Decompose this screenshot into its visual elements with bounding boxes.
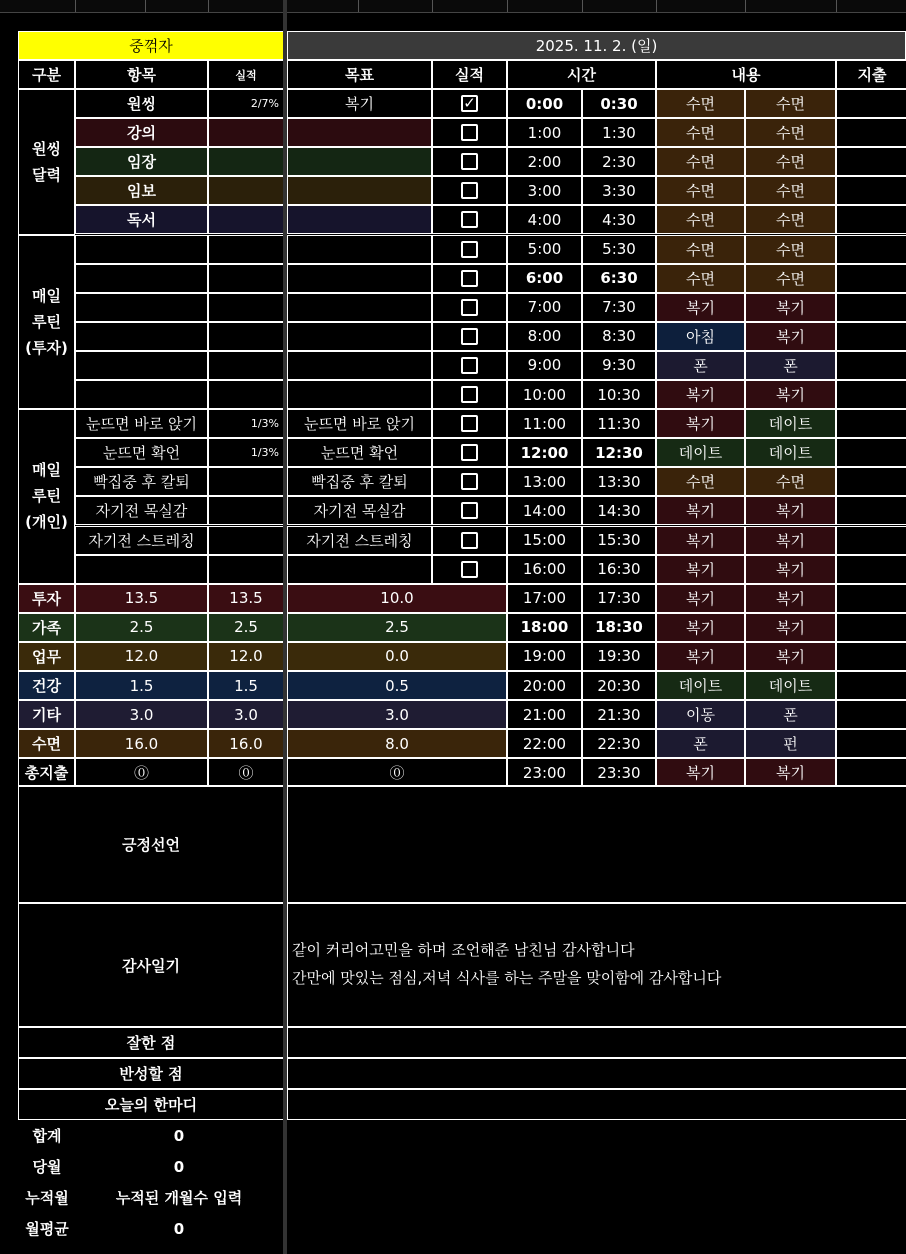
content-cell[interactable]: 폰 xyxy=(656,351,745,380)
time-end-cell[interactable]: 20:30 xyxy=(582,671,656,700)
time-end-cell[interactable]: 12:30 xyxy=(582,438,656,467)
expense-cell[interactable] xyxy=(836,613,906,642)
expense-cell[interactable] xyxy=(836,729,906,758)
summary-actual[interactable]: ⓪ xyxy=(208,758,284,787)
checkbox-cell[interactable] xyxy=(432,351,507,380)
column-boundary[interactable] xyxy=(358,0,359,12)
time-end-cell[interactable]: 6:30 xyxy=(582,264,656,293)
content-cell[interactable]: 폰 xyxy=(745,351,836,380)
checkbox-icon[interactable] xyxy=(461,473,478,490)
affirmation-input[interactable] xyxy=(287,785,906,903)
time-end-cell[interactable]: 7:30 xyxy=(582,293,656,322)
checkbox-cell[interactable] xyxy=(432,118,507,147)
time-end-cell[interactable]: 8:30 xyxy=(582,322,656,351)
footer-label: 당월 xyxy=(32,1158,62,1176)
checkbox-cell[interactable] xyxy=(432,380,507,409)
expense-cell[interactable] xyxy=(836,380,906,409)
header-actual-small[interactable]: 실적 xyxy=(208,60,284,89)
summary-actual[interactable]: 3.0 xyxy=(208,700,284,729)
goal-cell[interactable] xyxy=(287,293,432,322)
checkbox-icon[interactable] xyxy=(461,561,478,578)
header-item[interactable]: 항목 xyxy=(75,60,208,89)
column-boundary[interactable] xyxy=(145,0,146,12)
time-start-cell[interactable]: 4:00 xyxy=(507,205,582,234)
expense-cell[interactable] xyxy=(836,264,906,293)
item-cell[interactable]: 눈뜨면 바로 앉기 xyxy=(75,409,208,438)
checkbox-icon[interactable] xyxy=(461,328,478,345)
checkbox-cell[interactable] xyxy=(432,147,507,176)
content-cell[interactable]: 수면 xyxy=(745,264,836,293)
summary-label[interactable]: 수면 xyxy=(18,729,75,758)
content-cell[interactable]: 복기 xyxy=(745,642,836,671)
time-end-cell[interactable]: 22:30 xyxy=(582,729,656,758)
checkbox-icon[interactable] xyxy=(461,357,478,374)
item-cell[interactable]: 임장 xyxy=(75,147,208,176)
expense-cell[interactable] xyxy=(836,409,906,438)
summary-goal[interactable]: 2.5 xyxy=(287,613,507,642)
content-cell[interactable]: 복기 xyxy=(745,322,836,351)
content-cell[interactable]: 복기 xyxy=(745,584,836,613)
content-cell[interactable]: 복기 xyxy=(745,555,836,584)
checkbox-icon[interactable] xyxy=(461,270,478,287)
content-cell[interactable]: 데이트 xyxy=(656,671,745,700)
gratitude-text xyxy=(288,904,721,992)
checkbox-cell[interactable] xyxy=(432,467,507,496)
gratitude-label[interactable]: 감사일기 xyxy=(18,903,284,1027)
time-start-cell[interactable]: 11:00 xyxy=(507,409,582,438)
content-cell[interactable]: 복기 xyxy=(656,555,745,584)
time-start-cell[interactable]: 8:00 xyxy=(507,322,582,351)
expense-cell[interactable] xyxy=(836,205,906,234)
time-end-cell[interactable]: 18:30 xyxy=(582,613,656,642)
content-cell[interactable]: 복기 xyxy=(745,496,836,525)
checkbox-icon[interactable] xyxy=(461,182,478,199)
header-expense[interactable]: 지출 xyxy=(836,60,906,89)
expense-cell[interactable] xyxy=(836,555,906,584)
summary-value[interactable]: 12.0 xyxy=(75,642,208,671)
content-cell[interactable]: 복기 xyxy=(656,380,745,409)
time-end-cell[interactable]: 21:30 xyxy=(582,700,656,729)
content-cell[interactable]: 복기 xyxy=(656,758,745,787)
goal-cell[interactable]: 눈뜨면 확언 xyxy=(287,438,432,467)
time-end-cell[interactable]: 17:30 xyxy=(582,584,656,613)
checked-box-icon[interactable]: ✓ xyxy=(461,95,478,112)
time-start-cell[interactable]: 7:00 xyxy=(507,293,582,322)
checkbox-icon[interactable] xyxy=(461,124,478,141)
column-boundary[interactable] xyxy=(656,0,657,12)
item-cell[interactable]: 원씽 xyxy=(75,89,208,118)
checkbox-cell[interactable] xyxy=(432,496,507,525)
time-end-cell[interactable]: 19:30 xyxy=(582,642,656,671)
time-start-cell[interactable]: 12:00 xyxy=(507,438,582,467)
time-end-cell[interactable]: 9:30 xyxy=(582,351,656,380)
content-cell[interactable]: 복기 xyxy=(656,642,745,671)
column-boundary[interactable] xyxy=(507,0,508,12)
good-points-input[interactable] xyxy=(287,1027,906,1058)
time-start-cell[interactable]: 13:00 xyxy=(507,467,582,496)
time-end-cell[interactable]: 5:30 xyxy=(582,235,656,264)
checkbox-cell[interactable] xyxy=(432,438,507,467)
content-cell[interactable]: 수면 xyxy=(656,235,745,264)
item-cell[interactable]: 눈뜨면 확언 xyxy=(75,438,208,467)
time-end-cell[interactable]: 1:30 xyxy=(582,118,656,147)
content-cell[interactable]: 수면 xyxy=(745,147,836,176)
time-end-cell[interactable]: 23:30 xyxy=(582,758,656,787)
time-end-cell[interactable]: 16:30 xyxy=(582,555,656,584)
column-boundary[interactable] xyxy=(432,0,433,12)
item-cell[interactable] xyxy=(75,235,208,264)
checkbox-cell[interactable] xyxy=(432,205,507,234)
goal-cell[interactable] xyxy=(287,322,432,351)
item-cell[interactable] xyxy=(75,264,208,293)
expense-cell[interactable] xyxy=(836,642,906,671)
column-boundary[interactable] xyxy=(582,0,583,12)
goal-cell[interactable] xyxy=(287,118,432,147)
section-label[interactable]: 매일 루틴 (개인) xyxy=(18,409,75,584)
expense-cell[interactable] xyxy=(836,526,906,555)
summary-goal[interactable]: ⓪ xyxy=(287,758,507,787)
time-end-cell[interactable]: 13:30 xyxy=(582,467,656,496)
checkbox-cell[interactable] xyxy=(432,526,507,555)
summary-actual[interactable]: 12.0 xyxy=(208,642,284,671)
expense-cell[interactable] xyxy=(836,293,906,322)
item-cell[interactable]: 독서 xyxy=(75,205,208,234)
expense-cell[interactable] xyxy=(836,700,906,729)
sheet-owner-header[interactable]: 중꺾자 xyxy=(18,31,284,60)
summary-goal[interactable]: 0.5 xyxy=(287,671,507,700)
expense-cell[interactable] xyxy=(836,758,906,787)
content-cell[interactable]: 복기 xyxy=(656,293,745,322)
content-cell[interactable]: 데이트 xyxy=(745,438,836,467)
header-content[interactable]: 내용 xyxy=(656,60,836,89)
goal-cell[interactable] xyxy=(287,205,432,234)
checkbox-cell[interactable] xyxy=(432,293,507,322)
summary-goal[interactable]: 8.0 xyxy=(287,729,507,758)
checkbox-icon[interactable] xyxy=(461,502,478,519)
gratitude-input[interactable] xyxy=(287,903,906,1027)
item-actual-cell[interactable]: 1/3% xyxy=(208,438,284,467)
item-actual-cell[interactable] xyxy=(208,118,284,147)
item-cell[interactable] xyxy=(75,322,208,351)
expense-cell[interactable] xyxy=(836,671,906,700)
summary-value[interactable]: 16.0 xyxy=(75,729,208,758)
checkbox-icon[interactable] xyxy=(461,386,478,403)
header-goal[interactable]: 목표 xyxy=(287,60,432,89)
goal-cell[interactable] xyxy=(287,176,432,205)
summary-label[interactable]: 총지출 xyxy=(18,758,75,787)
content-cell[interactable]: 수면 xyxy=(745,176,836,205)
item-cell[interactable] xyxy=(75,293,208,322)
item-actual-cell[interactable] xyxy=(208,526,284,555)
checkbox-cell[interactable] xyxy=(432,89,507,118)
expense-cell[interactable] xyxy=(836,322,906,351)
content-cell[interactable]: 수면 xyxy=(656,89,745,118)
item-actual-cell[interactable] xyxy=(208,351,284,380)
summary-actual[interactable]: 16.0 xyxy=(208,729,284,758)
item-actual-cell[interactable] xyxy=(208,555,284,584)
content-cell[interactable]: 데이트 xyxy=(745,409,836,438)
content-cell[interactable]: 데이트 xyxy=(745,671,836,700)
time-start-cell[interactable]: 5:00 xyxy=(507,235,582,264)
goal-cell[interactable] xyxy=(287,235,432,264)
goal-cell[interactable]: 복기 xyxy=(287,89,432,118)
checkbox-cell[interactable] xyxy=(432,409,507,438)
footer-label: 월평균 xyxy=(25,1220,69,1238)
section-label[interactable]: 매일 루틴 (투자) xyxy=(18,235,75,410)
summary-actual[interactable]: 13.5 xyxy=(208,584,284,613)
time-start-cell[interactable]: 23:00 xyxy=(507,758,582,787)
summary-label[interactable]: 투자 xyxy=(18,584,75,613)
content-cell[interactable]: 복기 xyxy=(656,409,745,438)
content-cell[interactable]: 수면 xyxy=(745,89,836,118)
time-end-cell[interactable]: 10:30 xyxy=(582,380,656,409)
expense-cell[interactable] xyxy=(836,351,906,380)
item-cell[interactable]: 임보 xyxy=(75,176,208,205)
content-cell[interactable]: 수면 xyxy=(745,205,836,234)
content-cell[interactable]: 수면 xyxy=(656,205,745,234)
item-actual-cell[interactable] xyxy=(208,380,284,409)
item-actual-cell[interactable] xyxy=(208,235,284,264)
content-cell[interactable]: 복기 xyxy=(656,584,745,613)
item-actual-cell[interactable] xyxy=(208,147,284,176)
item-actual-cell[interactable]: 1/3% xyxy=(208,409,284,438)
item-actual-cell[interactable] xyxy=(208,496,284,525)
expense-cell[interactable] xyxy=(836,118,906,147)
time-end-cell[interactable]: 4:30 xyxy=(582,205,656,234)
daily-word-input[interactable] xyxy=(287,1089,906,1120)
time-start-cell[interactable]: 18:00 xyxy=(507,613,582,642)
content-cell[interactable]: 복기 xyxy=(656,526,745,555)
expense-cell[interactable] xyxy=(836,438,906,467)
content-cell[interactable]: 수면 xyxy=(745,467,836,496)
content-cell[interactable]: 복기 xyxy=(745,758,836,787)
time-start-cell[interactable]: 22:00 xyxy=(507,729,582,758)
goal-cell[interactable]: 눈뜨면 바로 앉기 xyxy=(287,409,432,438)
checkbox-icon[interactable] xyxy=(461,415,478,432)
expense-cell[interactable] xyxy=(836,176,906,205)
expense-cell[interactable] xyxy=(836,147,906,176)
content-cell[interactable]: 데이트 xyxy=(656,438,745,467)
goal-cell[interactable] xyxy=(287,264,432,293)
content-cell[interactable]: 수면 xyxy=(745,235,836,264)
content-cell[interactable]: 펀 xyxy=(745,729,836,758)
content-cell[interactable]: 복기 xyxy=(745,380,836,409)
summary-goal[interactable]: 3.0 xyxy=(287,700,507,729)
content-cell[interactable]: 수면 xyxy=(745,118,836,147)
gratitude-line: 같이 커리어고민을 하며 조언해준 남친님 감사합니다 xyxy=(292,941,635,959)
time-end-cell[interactable]: 15:30 xyxy=(582,526,656,555)
footer-label: 합계 xyxy=(32,1127,62,1145)
summary-value[interactable]: 3.0 xyxy=(75,700,208,729)
content-cell[interactable]: 수면 xyxy=(656,176,745,205)
content-cell[interactable]: 복기 xyxy=(745,293,836,322)
item-actual-cell[interactable] xyxy=(208,293,284,322)
content-cell[interactable]: 폰 xyxy=(656,729,745,758)
time-start-cell[interactable]: 14:00 xyxy=(507,496,582,525)
expense-cell[interactable] xyxy=(836,584,906,613)
column-ruler xyxy=(0,0,906,13)
expense-cell[interactable] xyxy=(836,467,906,496)
time-end-cell[interactable]: 3:30 xyxy=(582,176,656,205)
content-cell[interactable]: 아침 xyxy=(656,322,745,351)
time-start-cell[interactable]: 21:00 xyxy=(507,700,582,729)
goal-cell[interactable]: 빡집중 후 칼퇴 xyxy=(287,467,432,496)
item-actual-cell[interactable] xyxy=(208,467,284,496)
footer-value[interactable]: 0 xyxy=(173,1219,185,1238)
checkbox-icon[interactable] xyxy=(461,211,478,228)
goal-cell[interactable]: 자기전 목실감 xyxy=(287,496,432,525)
column-boundary[interactable] xyxy=(745,0,746,12)
summary-actual[interactable]: 2.5 xyxy=(208,613,284,642)
content-cell[interactable]: 복기 xyxy=(656,613,745,642)
item-cell[interactable] xyxy=(75,380,208,409)
time-end-cell[interactable]: 14:30 xyxy=(582,496,656,525)
item-cell[interactable]: 자기전 스트레칭 xyxy=(75,526,208,555)
checkbox-cell[interactable] xyxy=(432,264,507,293)
item-actual-cell[interactable] xyxy=(208,264,284,293)
summary-actual[interactable]: 1.5 xyxy=(208,671,284,700)
time-start-cell[interactable]: 6:00 xyxy=(507,264,582,293)
summary-value[interactable]: 2.5 xyxy=(75,613,208,642)
summary-value[interactable]: 1.5 xyxy=(75,671,208,700)
item-cell[interactable] xyxy=(75,351,208,380)
goal-cell[interactable] xyxy=(287,380,432,409)
summary-goal[interactable]: 10.0 xyxy=(287,584,507,613)
date-header[interactable]: 2025. 11. 2. (일) xyxy=(287,31,906,60)
time-start-cell[interactable]: 15:00 xyxy=(507,526,582,555)
column-boundary[interactable] xyxy=(836,0,837,12)
time-start-cell[interactable]: 20:00 xyxy=(507,671,582,700)
time-end-cell[interactable]: 2:30 xyxy=(582,147,656,176)
summary-label[interactable]: 업무 xyxy=(18,642,75,671)
time-start-cell[interactable]: 3:00 xyxy=(507,176,582,205)
checkbox-icon[interactable] xyxy=(461,532,478,549)
item-actual-cell[interactable] xyxy=(208,176,284,205)
goal-cell[interactable]: 자기전 스트레칭 xyxy=(287,526,432,555)
gratitude-line: 간만에 맛있는 점심,저녁 식사를 하는 주말을 맞이함에 감사합니다 xyxy=(292,969,722,987)
affirmation-label[interactable]: 긍정선언 xyxy=(18,785,284,903)
expense-cell[interactable] xyxy=(836,235,906,264)
item-actual-cell[interactable]: 2/7% xyxy=(208,89,284,118)
time-end-cell[interactable]: 0:30 xyxy=(582,89,656,118)
time-start-cell[interactable]: 17:00 xyxy=(507,584,582,613)
good-points-label[interactable]: 잘한 점 xyxy=(18,1027,284,1058)
footer-value[interactable]: 0 xyxy=(173,1126,185,1145)
time-start-cell[interactable]: 16:00 xyxy=(507,555,582,584)
time-start-cell[interactable]: 10:00 xyxy=(507,380,582,409)
section-label[interactable]: 원씽 달력 xyxy=(18,89,75,235)
expense-cell[interactable] xyxy=(836,89,906,118)
time-start-cell[interactable]: 19:00 xyxy=(507,642,582,671)
item-cell[interactable]: 빡집중 후 칼퇴 xyxy=(75,467,208,496)
content-cell[interactable]: 복기 xyxy=(745,613,836,642)
content-cell[interactable]: 수면 xyxy=(656,264,745,293)
time-start-cell[interactable]: 9:00 xyxy=(507,351,582,380)
checkbox-cell[interactable] xyxy=(432,176,507,205)
footer-label: 누적월 xyxy=(25,1189,69,1207)
checkbox-icon[interactable] xyxy=(461,153,478,170)
reflection-input[interactable] xyxy=(287,1058,906,1089)
header-actual[interactable]: 실적 xyxy=(432,60,507,89)
reflection-label[interactable]: 반성할 점 xyxy=(18,1058,284,1089)
summary-value[interactable]: ⓪ xyxy=(75,758,208,787)
item-cell[interactable]: 강의 xyxy=(75,118,208,147)
item-actual-cell[interactable] xyxy=(208,205,284,234)
content-cell[interactable]: 복기 xyxy=(745,526,836,555)
header-category[interactable]: 구분 xyxy=(18,60,75,89)
content-cell[interactable]: 복기 xyxy=(656,496,745,525)
content-cell[interactable]: 수면 xyxy=(656,467,745,496)
content-cell[interactable]: 수면 xyxy=(656,147,745,176)
expense-cell[interactable] xyxy=(836,496,906,525)
time-end-cell[interactable]: 11:30 xyxy=(582,409,656,438)
item-cell[interactable]: 자기전 목실감 xyxy=(75,496,208,525)
item-actual-cell[interactable] xyxy=(208,322,284,351)
checkbox-cell[interactable] xyxy=(432,555,507,584)
checkbox-icon[interactable] xyxy=(461,299,478,316)
content-cell[interactable]: 수면 xyxy=(656,118,745,147)
summary-label[interactable]: 기타 xyxy=(18,700,75,729)
footer-value[interactable]: 누적된 개월수 입력 xyxy=(115,1189,243,1207)
frozen-pane-divider[interactable] xyxy=(283,0,287,1254)
goal-cell[interactable] xyxy=(287,555,432,584)
time-start-cell[interactable]: 2:00 xyxy=(507,147,582,176)
summary-value[interactable]: 13.5 xyxy=(75,584,208,613)
time-start-cell[interactable]: 0:00 xyxy=(507,89,582,118)
summary-goal[interactable]: 0.0 xyxy=(287,642,507,671)
content-cell[interactable]: 폰 xyxy=(745,700,836,729)
checkbox-icon[interactable] xyxy=(461,444,478,461)
checkbox-icon[interactable] xyxy=(461,241,478,258)
checkbox-cell[interactable] xyxy=(432,235,507,264)
time-start-cell[interactable]: 1:00 xyxy=(507,118,582,147)
goal-cell[interactable] xyxy=(287,351,432,380)
footer-value[interactable]: 0 xyxy=(173,1157,185,1176)
column-boundary[interactable] xyxy=(208,0,209,12)
header-time[interactable]: 시간 xyxy=(507,60,656,89)
content-cell[interactable]: 이동 xyxy=(656,700,745,729)
item-cell[interactable] xyxy=(75,555,208,584)
summary-label[interactable]: 건강 xyxy=(18,671,75,700)
checkbox-cell[interactable] xyxy=(432,322,507,351)
goal-cell[interactable] xyxy=(287,147,432,176)
column-boundary[interactable] xyxy=(75,0,76,12)
daily-word-label[interactable]: 오늘의 한마디 xyxy=(18,1089,284,1120)
summary-label[interactable]: 가족 xyxy=(18,613,75,642)
